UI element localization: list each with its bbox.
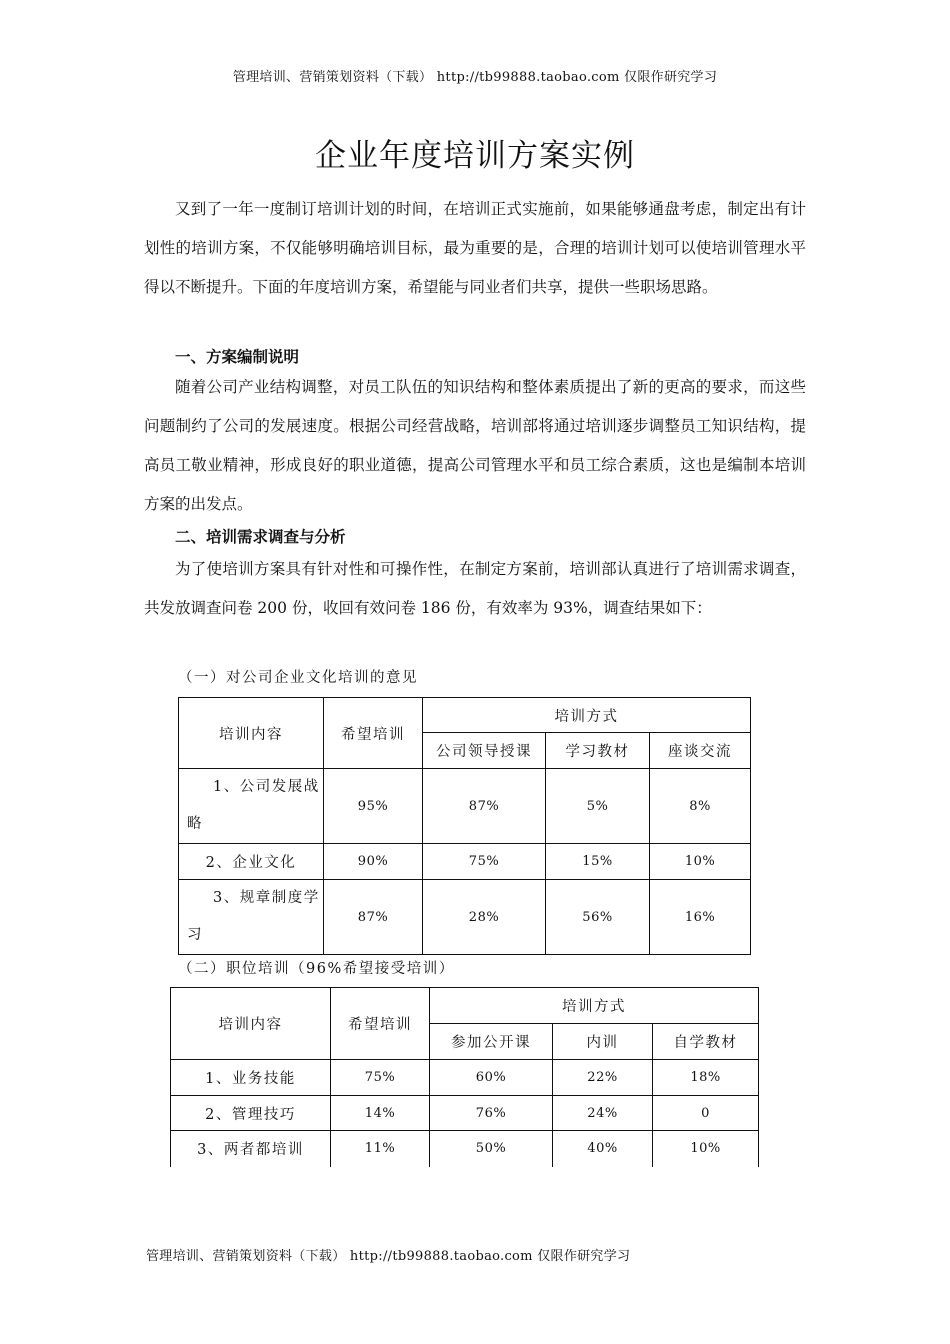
table2-cell-m2: 22%	[553, 1060, 653, 1096]
table1-cell-m1: 75%	[423, 844, 546, 880]
table2-header-hope: 希望培训	[331, 988, 430, 1060]
table1-cell-m3: 16%	[650, 880, 751, 955]
table2	[170, 987, 759, 1167]
table1-cell-hope: 90%	[324, 844, 423, 880]
table-row	[179, 880, 751, 955]
section1-paragraph: 随着公司产业结构调整，对员工队伍的知识结构和整体素质提出了新的更高的要求，而这些问题制约了公司的发展速度。根据公司经营战略，培训部将通过培训逐步调整员工知识结构，提高员工敬业精神，形成良好的职业道德，提高公司管理水平和员工综合素质，这也是编制本培训方案的出发点。	[144, 378, 806, 513]
table2-cell-m3: 0	[653, 1096, 759, 1131]
table1-subheader: 公司领导授课	[423, 733, 546, 769]
table1-cell-content: 3、规章制度学习	[179, 880, 324, 955]
table2-header-method: 培训方式	[430, 988, 759, 1024]
table-row	[171, 1060, 759, 1096]
table2-cell-hope: 14%	[331, 1096, 430, 1131]
section2-paragraph: 为了使培训方案具有针对性和可操作性，在制定方案前，培训部认真进行了培训需求调查，共发放调查问卷 200 份，收回有效问卷 186 份，有效率为 93%，调查结果如下：	[144, 560, 806, 617]
table2-cell-hope: 11%	[331, 1131, 430, 1167]
table1-cell-content: 1、公司发展战略	[179, 769, 324, 844]
table2-cell-content: 3、两者都培训	[171, 1131, 331, 1167]
table1-cell-m2: 15%	[546, 844, 650, 880]
table2-subheader: 自学教材	[653, 1024, 759, 1060]
table1-cell-m3: 10%	[650, 844, 751, 880]
table1-subheader: 学习教材	[546, 733, 650, 769]
section2-heading: 二、培训需求调查与分析	[175, 527, 346, 546]
table1-header-content: 培训内容	[179, 698, 324, 769]
table2-cell-m2: 24%	[553, 1096, 653, 1131]
table2-cell-m2: 40%	[553, 1131, 653, 1167]
table-row	[171, 1131, 759, 1167]
table2-cell-m3: 10%	[653, 1131, 759, 1167]
table1-subheader: 座谈交流	[650, 733, 751, 769]
table2-header-content: 培训内容	[171, 988, 331, 1060]
table2-subheader: 参加公开课	[430, 1024, 553, 1060]
intro-paragraph: 又到了一年一度制订培训计划的时间，在培训正式实施前，如果能够通盘考虑，制定出有计划性的培训方案，不仅能够明确培训目标，最为重要的是，合理的培训计划可以使培训管理水平得以不断提升。下面的年度培训方案，希望能与同业者们共享，提供一些职场思路。	[144, 200, 806, 296]
table2-cell-m3: 18%	[653, 1060, 759, 1096]
section1-heading: 一、方案编制说明	[175, 347, 300, 366]
table2-cell-content: 2、管理技巧	[171, 1096, 331, 1131]
table2-cell-content: 1、业务技能	[171, 1060, 331, 1096]
table1-cell-hope: 87%	[324, 880, 423, 955]
table2-cell-m1: 50%	[430, 1131, 553, 1167]
table1-cell-m1: 87%	[423, 769, 546, 844]
table1-cell-hope: 95%	[324, 769, 423, 844]
document-title: 企业年度培训方案实例	[315, 138, 635, 174]
table1-caption: （一）对公司企业文化培训的意见	[178, 670, 418, 686]
table-row	[179, 769, 751, 844]
table1-cell-m2: 5%	[546, 769, 650, 844]
table1-header-hope: 希望培训	[324, 698, 423, 769]
table1	[178, 697, 751, 955]
table2-subheader: 内训	[553, 1024, 653, 1060]
table2-cell-m1: 76%	[430, 1096, 553, 1131]
table1-header-method: 培训方式	[423, 698, 751, 733]
page-footer: 管理培训、营销策划资料（下载） http://tb99888.taobao.com 仅限作研究学习	[146, 1249, 631, 1264]
table1-cell-m1: 28%	[423, 880, 546, 955]
table-row	[171, 1096, 759, 1131]
table2-caption: （二）职位培训（96%希望接受培训）	[178, 961, 455, 977]
page-header: 管理培训、营销策划资料（下载） http://tb99888.taobao.com 仅限作研究学习	[232, 70, 718, 85]
table2-cell-hope: 75%	[331, 1060, 430, 1096]
table1-cell-m2: 56%	[546, 880, 650, 955]
table1-cell-m3: 8%	[650, 769, 751, 844]
table-row	[179, 844, 751, 880]
table2-cell-m1: 60%	[430, 1060, 553, 1096]
table1-cell-content: 2、企业文化	[179, 844, 324, 880]
